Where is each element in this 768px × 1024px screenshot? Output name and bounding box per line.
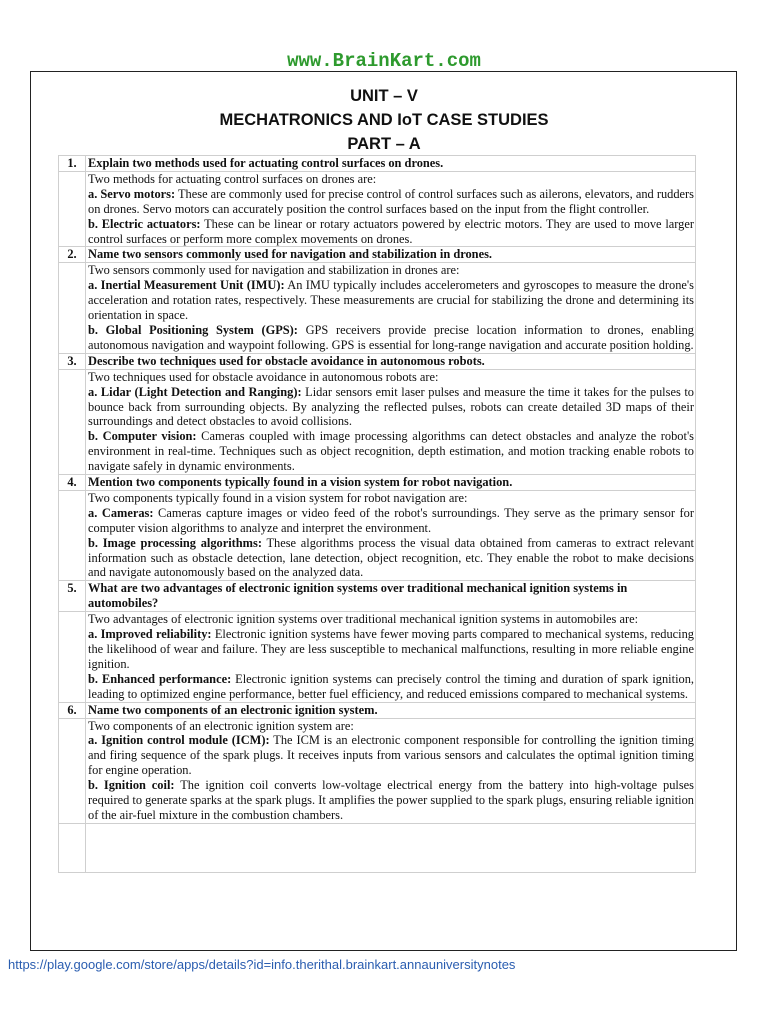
answer-item — [88, 429, 694, 474]
question-row — [59, 247, 696, 263]
answer-item-term: b. Enhanced performance: — [88, 671, 232, 686]
answer-cell — [86, 490, 696, 580]
question-text: What are two advantages of electronic ignition systems over traditional mechanical ignition systems in automobiles? — [86, 581, 696, 612]
answer-item-text: Cameras capture images or video feed of the robot's surroundings. They serve as the primary sensor for computer vision algorithms to analyze and interpret the environment. — [88, 505, 695, 535]
answer-number-cell — [59, 490, 86, 580]
answer-cell — [86, 612, 696, 702]
answer-number-cell — [59, 612, 86, 702]
answer-item-text: Electronic ignition systems have fewer moving parts compared to mechanical systems, reducing the likelihood of wear and failure. They are less susceptible to mechanical malfunctions, resulting in more reliable engine ignition. — [88, 627, 694, 671]
answer-item-text: The ignition coil converts low-voltage electrical energy from the battery into high-voltage pulses required to generate sparks at the spark plugs. It amplifies the power supplied to the spark plugs, ensuring reliable ignition of the air-fuel mixture in the combustion chambers. — [88, 778, 694, 822]
answer-item — [88, 672, 694, 702]
subject-title: MECHATRONICS AND IoT CASE STUDIES — [219, 111, 549, 129]
question-text: Explain two methods used for actuating control surfaces on drones. — [86, 156, 696, 172]
answer-number-cell — [59, 369, 86, 474]
answer-item — [88, 217, 694, 247]
answer-item-term: b. Image processing algorithms: — [88, 535, 262, 550]
answer-item-text: Lidar sensors emit laser pulses and measure the time it takes for the pulses to bounce back from surrounding objects. By analyzing the reflected pulses, robots can create detailed 3D maps of their surroundings and detect obstacles to avoid collisions. — [88, 384, 694, 429]
answer-number-cell — [59, 263, 86, 353]
answer-cell — [86, 263, 696, 353]
question-text: Describe two techniques used for obstacle avoidance in autonomous robots. — [86, 353, 696, 369]
question-number: 1. — [59, 156, 86, 172]
answer-item-term: a. Inertial Measurement Unit (IMU): — [88, 278, 285, 293]
answer-row — [59, 612, 696, 702]
question-text: Mention two components typically found in a vision system for robot navigation. — [86, 475, 696, 491]
answer-row — [59, 490, 696, 580]
answer-item-text: An IMU typically includes accelerometers and gyroscopes to measure the drone's acceleration and rotation rates, respectively. These measurements are crucial for stabilizing the drone and determining its orientation in space. — [88, 278, 694, 323]
question-row — [59, 475, 696, 491]
qa-table — [58, 155, 696, 873]
question-number: 4. — [59, 475, 86, 491]
answer-intro: Two techniques used for obstacle avoidance in autonomous robots are: — [88, 369, 439, 384]
answer-item — [88, 627, 694, 672]
answer-item-text: Cameras coupled with image processing algorithms can detect obstacles and analyze the robot's environment in real-time. Techniques such as object recognition, depth estimation, and motion tracking enable robots to navigate safely in dynamic environments. — [88, 429, 694, 474]
answer-item — [88, 733, 694, 778]
answer-item-term: a. Ignition control module (ICM): — [88, 733, 270, 748]
answer-item-term: b. Electric actuators: — [88, 216, 201, 231]
question-text: Name two sensors commonly used for navigation and stabilization in drones. — [86, 247, 696, 263]
answer-intro: Two methods for actuating control surfaces on drones are: — [88, 171, 377, 186]
answer-row — [59, 171, 696, 247]
answer-item — [88, 323, 694, 353]
site-header-link[interactable]: www.BrainKart.com — [287, 50, 481, 72]
title-block — [0, 84, 768, 156]
answer-item-term: a. Improved reliability: — [88, 627, 212, 642]
answer-cell — [86, 718, 696, 823]
answer-item — [88, 385, 694, 430]
answer-intro: Two components typically found in a vision system for robot navigation are: — [88, 490, 468, 505]
question-row — [59, 581, 696, 612]
unit-title: UNIT – V — [350, 87, 418, 105]
answer-item — [88, 278, 694, 323]
answer-item-term: b. Ignition coil: — [88, 778, 175, 793]
answer-item-term: a. Cameras: — [88, 505, 154, 520]
answer-item — [88, 187, 694, 217]
question-row — [59, 702, 696, 718]
answer-item-text: These are commonly used for precise control of control surfaces such as ailerons, elevators, and rudders on drones. Servo motors can accurately position the control surfaces based on the input from the flight controller. — [88, 186, 694, 216]
answer-cell — [86, 369, 696, 474]
answer-item — [88, 536, 694, 581]
question-number: 2. — [59, 247, 86, 263]
answer-item-term: a. Lidar (Light Detection and Ranging): — [88, 384, 302, 399]
question-number: 6. — [59, 702, 86, 718]
answer-item-term: a. Servo motors: — [88, 186, 176, 201]
empty-cell — [86, 823, 696, 872]
answer-intro: Two components of an electronic ignition system are: — [88, 718, 354, 733]
answer-item — [88, 506, 694, 536]
answer-number-cell — [59, 171, 86, 247]
empty-cell — [59, 823, 86, 872]
question-row — [59, 156, 696, 172]
answer-item-text: The ICM is an electronic component responsible for controlling the ignition timing and firing sequence of the spark plugs. It receives inputs from various sensors and calculates the optimal ignition timing for engine operation. — [88, 733, 694, 778]
answer-item-text: Electronic ignition systems can precisely control the timing and duration of spark ignition, leading to optimized engine performance, better fuel efficiency, and reduced emissions compared to mechanical systems. — [88, 671, 694, 701]
answer-item — [88, 778, 694, 823]
answer-item-text: These algorithms process the visual data obtained from cameras to extract relevant information such as obstacle detection, lane detection, object recognition, etc. They enable the robot to make decisions and navigate autonomously based on the analyzed data. — [88, 535, 694, 580]
answer-row — [59, 263, 696, 353]
empty-row — [59, 823, 696, 872]
question-number: 3. — [59, 353, 86, 369]
answer-item-term: b. Computer vision: — [88, 429, 197, 444]
question-row — [59, 353, 696, 369]
answer-number-cell — [59, 718, 86, 823]
answer-cell — [86, 171, 696, 247]
answer-row — [59, 369, 696, 474]
footer-link[interactable]: https://play.google.com/store/apps/details?id=info.therithal.brainkart.annauniversitynotes — [8, 957, 516, 972]
answer-row — [59, 718, 696, 823]
question-text: Name two components of an electronic ignition system. — [86, 702, 696, 718]
answer-intro: Two sensors commonly used for navigation and stabilization in drones are: — [88, 263, 460, 278]
answer-intro: Two advantages of electronic ignition systems over traditional mechanical ignition systems in automobiles are: — [88, 612, 639, 627]
part-title: PART – A — [347, 135, 421, 153]
question-number: 5. — [59, 581, 86, 612]
answer-item-text: GPS receivers provide precise location information to drones, enabling autonomous navigation and waypoint following. GPS is essential for long-range navigation and accurate position holding. — [88, 322, 694, 352]
answer-item-text: These can be linear or rotary actuators powered by electric motors. They are used to move larger control surfaces or perform more complex movements on drones. — [88, 216, 694, 246]
answer-item-term: b. Global Positioning System (GPS): — [88, 322, 298, 337]
